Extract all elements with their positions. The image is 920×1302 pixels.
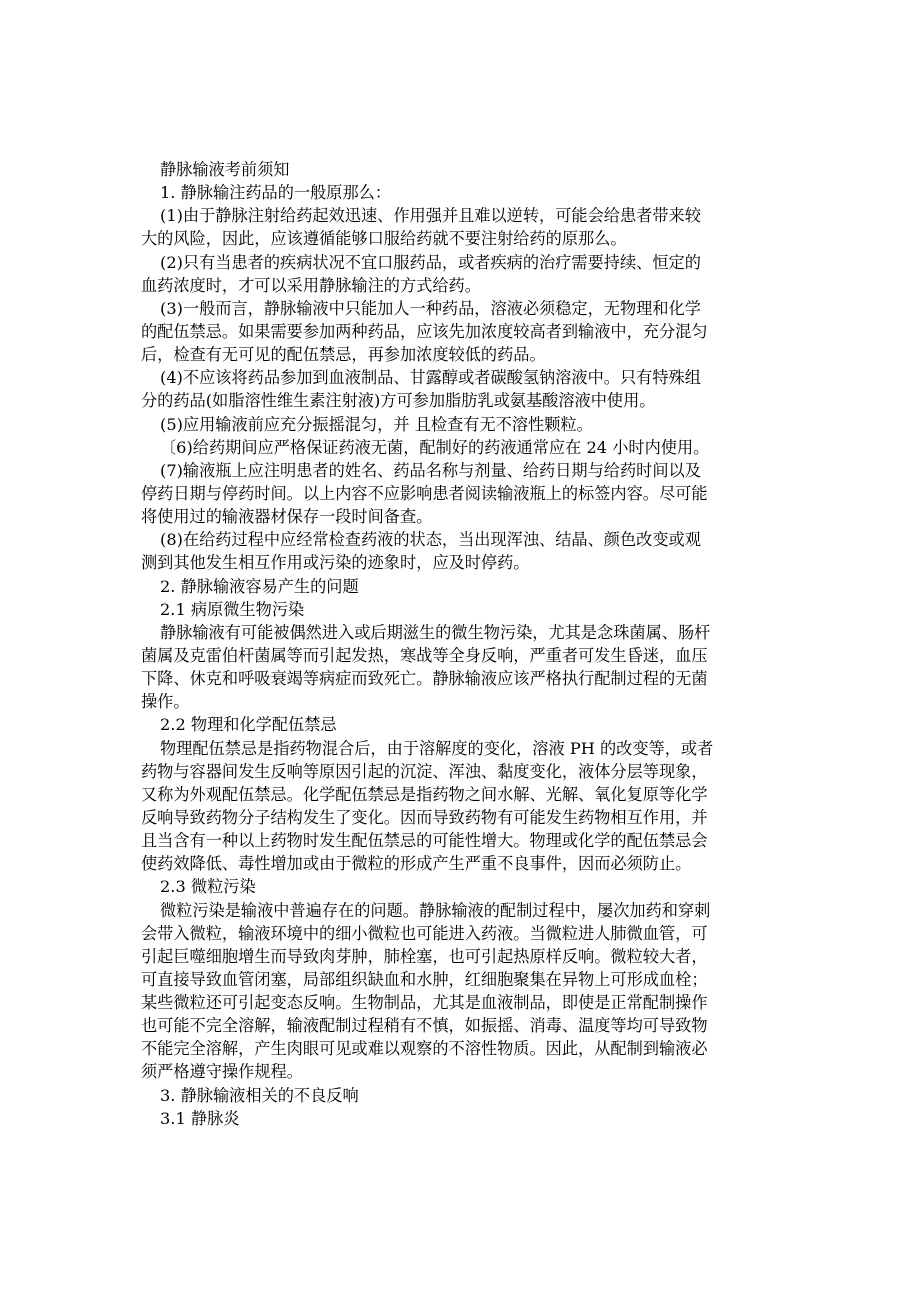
paragraph-line: 的配伍禁忌。如果需要参加两种药品，应该先加浓度较高者到输液中，充分混匀 [141,321,708,341]
paragraph-line: (7)输液瓶上应注明患者的姓名、药品名称与剂量、给药日期与给药时间以及 [160,460,701,480]
paragraph-line: 停药日期与停药时间。以上内容不应影响患者阅读输液瓶上的标签内容。尽可能 [141,483,708,503]
paragraph-line: 静脉输液有可能被偶然进入或后期滋生的微生物污染，尤其是念珠菌属、肠杆 [160,622,711,642]
subsection-heading-2-3: 2.3 微粒污染 [160,877,256,897]
paragraph-line: 反响导致药物分子结构发生了变化。因而导致药物有可能发生药物相互作用，并 [141,807,708,827]
document-body [141,158,781,1130]
paragraph-line: 使药效降低、毒性增加或由于微粒的形成产生严重不良事件，因而必须防止。 [141,854,692,874]
paragraph-line: 分的药品(如脂溶性维生素注射液)方可参加脂肪乳或氨基酸溶液中使用。 [141,391,656,411]
paragraph-line: 测到其他发生相互作用或污染的迹象时，应及时停药。 [141,553,530,573]
paragraph-line: 且当含有一种以上药物时发生配伍禁忌的可能性增大。物理或化学的配伍禁忌会 [141,831,708,851]
paragraph-line: 操作。 [141,692,190,712]
paragraph-line: 〔6)给药期间应严格保证药液无菌，配制好的药液通常应在 24 小时内使用。 [160,437,710,457]
paragraph-line: 药物与容器间发生反响等原因引起的沉淀、浑浊、黏度变化，液体分层等现象， [141,761,708,781]
paragraph-line: 下降、休克和呼吸衰竭等病症而致死亡。静脉输液应该严格执行配制过程的无菌 [141,669,708,689]
paragraph-line: 某些微粒还可引起变态反响。生物制品，尤其是血液制品，即使是正常配制操作 [141,993,708,1013]
paragraph-line: (4)不应该将药品参加到血液制品、甘露醇或者碳酸氢钠溶液中。只有特殊组 [160,368,701,388]
paragraph-line: 可直接导致血管闭塞，局部组织缺血和水肿，红细胞聚集在异物上可形成血栓； [141,969,708,989]
paragraph-line: 引起巨噬细胞增生而导致肉芽肿，肺栓塞，也可引起热原样反响。微粒较大者， [141,946,708,966]
paragraph-line: 不能完全溶解，产生肉眼可见或难以观察的不溶性物质。因此，从配制到输液必 [141,1039,708,1059]
paragraph-line: 会带入微粒，输液环境中的细小微粒也可能进入药液。当微粒进人肺微血管，可 [141,923,708,943]
paragraph-line: 须严格遵守操作规程。 [141,1062,303,1082]
paragraph-line: (8)在给药过程中应经常检查药液的状态，当出现浑浊、结晶、颜色改变或观 [160,530,701,550]
subsection-heading-3-1: 3.1 静脉炎 [160,1108,240,1128]
paragraph-line: (5)应用输液前应充分振摇混匀，并 且检查有无不溶性颗粒。 [160,414,593,434]
paragraph-line: (2)只有当患者的疾病状况不宜口服药品，或者疾病的治疗需要持续、恒定的 [160,252,701,272]
paragraph-line: 后，检查有无可见的配伍禁忌，再参加浓度较低的药品。 [141,345,546,365]
subsection-heading-2-2: 2.2 物理和化学配伍禁忌 [160,715,337,735]
paragraph-line: 大的风险，因此，应该遵循能够口服给药就不要注射给药的原那么。 [141,229,627,249]
section-heading-3: 3. 静脉输液相关的不良反响 [160,1085,359,1105]
paragraph-line: (1)由于静脉注射给药起效迅速、作用强并且难以逆转，可能会给患者带来较 [160,206,701,226]
subsection-heading-2-1: 2.1 病原微生物污染 [160,599,305,619]
paragraph-line: 菌属及克雷伯杆菌属等而引起发热，寒战等全身反响，严重者可发生昏迷，血压 [141,645,708,665]
section-heading-1: 1. 静脉输注药品的一般原那么： [160,183,392,203]
document-title: 静脉输液考前须知 [160,160,290,179]
paragraph-line: 微粒污染是输液中普遍存在的问题。静脉输液的配制过程中，屡次加药和穿刺 [160,900,711,920]
paragraph-line: 也可能不完全溶解，输液配制过程稍有不慎，如振摇、消毒、温度等均可导致物 [141,1016,708,1036]
paragraph-line: 又称为外观配伍禁忌。化学配伍禁忌是指药物之间水解、光解、氧化复原等化学 [141,784,708,804]
section-heading-2: 2. 静脉输液容易产生的问题 [160,576,359,596]
paragraph-line: 物理配伍禁忌是指药物混合后，由于溶解度的变化，溶液 PH 的改变等，或者 [160,738,714,758]
paragraph-line: 将使用过的输液器材保存一段时间备查。 [141,507,433,527]
paragraph-line: (3)一般而言，静脉输液中只能加人一种药品，溶液必须稳定，无物理和化学 [160,298,701,318]
paragraph-line: 血药浓度时，才可以采用静脉输注的方式给药。 [141,275,481,295]
